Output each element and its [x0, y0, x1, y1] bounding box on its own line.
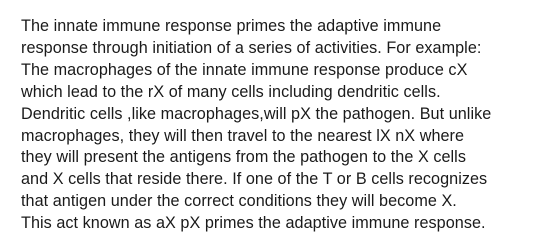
text-line: they will present the antigens from the pathogen to the X cells: [21, 148, 466, 167]
text-line: Dendritic cells ,like macrophages,will pX the pathogen. But unlike: [21, 104, 492, 123]
text-line: This act known as aX pX primes the adaptive immune response.: [21, 214, 486, 233]
text-line: which lead to the rX of many cells including dendritic cells.: [21, 82, 441, 101]
body-paragraph: [21, 16, 548, 235]
text-line: The innate immune response primes the adaptive immune: [21, 17, 442, 35]
text-line: that antigen under the correct conditions they will become X.: [21, 192, 457, 211]
text-line: macrophages, they will then travel to the nearest lX nX where: [21, 126, 465, 145]
text-line: The macrophages of the innate immune response produce cX: [21, 60, 468, 79]
text-line: and X cells that reside there. If one of the T or B cells recognizes: [21, 170, 488, 189]
text-line: response through initiation of a series of activities. For example:: [21, 38, 482, 57]
